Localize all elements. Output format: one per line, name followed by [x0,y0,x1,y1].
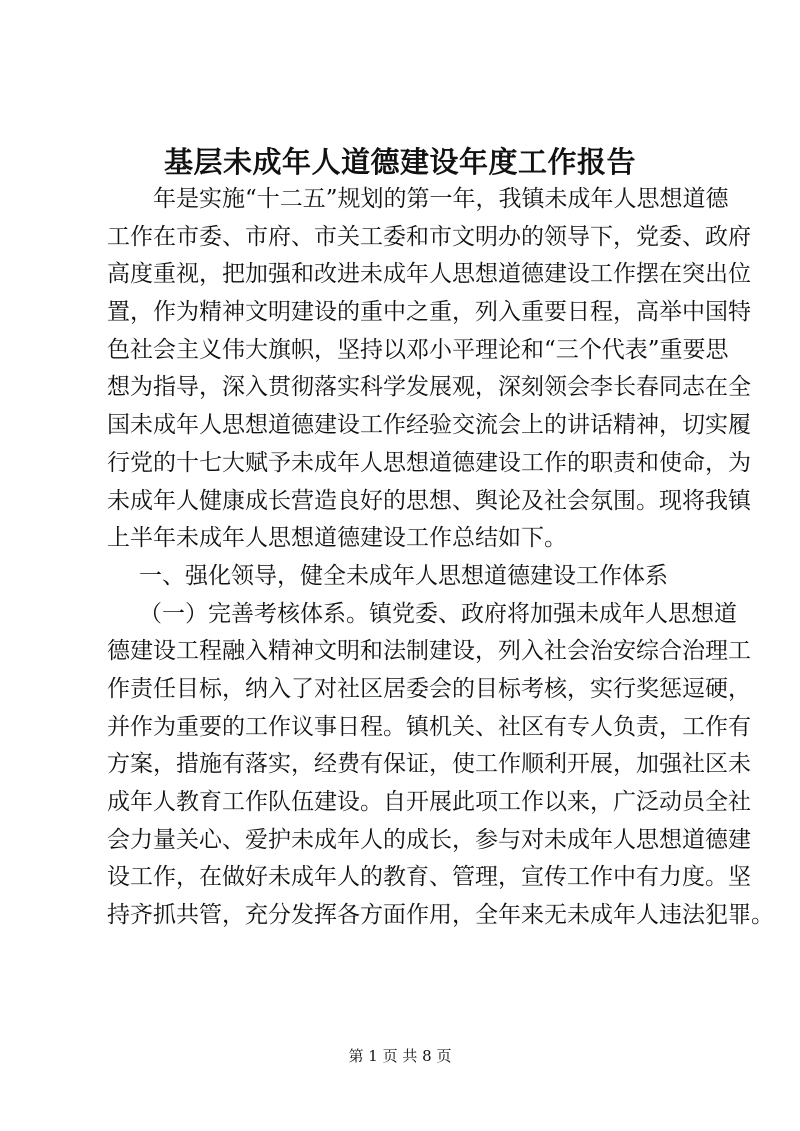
paragraph-line: 置，作为精神文明建设的重中之重，列入重要日程，高举中国特 [107,299,751,326]
paragraph-line: 持齐抓共管，充分发挥各方面作用，全年来无未成年人违法犯罪。 [107,902,774,929]
document-body [107,181,774,935]
paragraph-line: 会力量关心、爱护未成年人的成长，参与对未成年人思想道德建 [107,826,751,853]
paragraph-line: 年是实施“十二五”规划的第一年，我镇未成年人思想道德 [153,186,729,212]
page-title: 基层未成年人道德建设年度工作报告 [163,145,636,179]
paragraph-line: 上半年未成年人思想道德建设工作总结如下。 [107,525,567,552]
paragraph-line: 行党的十七大赋予未成年人思想道德建设工作的职责和使命，为 [107,449,751,476]
paragraph-line: 想为指导，深入贯彻落实科学发展观，深刻领会李长春同志在全 [107,374,751,401]
paragraph-line: 国未成年人思想道德建设工作经验交流会上的讲话精神，切实履 [107,412,751,439]
paragraph-line: 成年人教育工作队伍建设。自开展此项工作以来，广泛动员全社 [107,789,751,815]
paragraph-line: 高度重视，把加强和改进未成年人思想道德建设工作摆在突出位 [107,261,751,288]
paragraph-line: 设工作，在做好未成年人的教育、管理，宣传工作中有力度。坚 [107,864,751,891]
paragraph-line: （一）完善考核体系。镇党委、政府将加强未成年人思想道 [139,600,737,627]
paragraph-line: 并作为重要的工作议事日程。镇机关、社区有专人负责，工作有 [107,713,751,740]
paragraph-line: 方案，措施有落实，经费有保证，使工作顺利开展，加强社区未 [107,751,751,778]
paragraph-line: 德建设工程融入精神文明和法制建设，列入社会治安综合治理工 [107,638,751,665]
paragraph-line: 工作在市委、市府、市关工委和市文明办的领导下，党委、政府 [107,223,751,250]
paragraph-line: 作责任目标，纳入了对社区居委会的目标考核，实行奖惩逗硬， [107,675,751,702]
page-number-footer: 第 1 页 共 8 页 [348,1047,452,1065]
paragraph-line: 未成年人健康成长营造良好的思想、舆论及社会氛围。现将我镇 [107,487,751,514]
section-heading: 一、强化领导，健全未成年人思想道德建设工作体系 [139,562,668,589]
paragraph-line: 色社会主义伟大旗帜，坚持以邓小平理论和“三个代表”重要思 [107,336,729,363]
